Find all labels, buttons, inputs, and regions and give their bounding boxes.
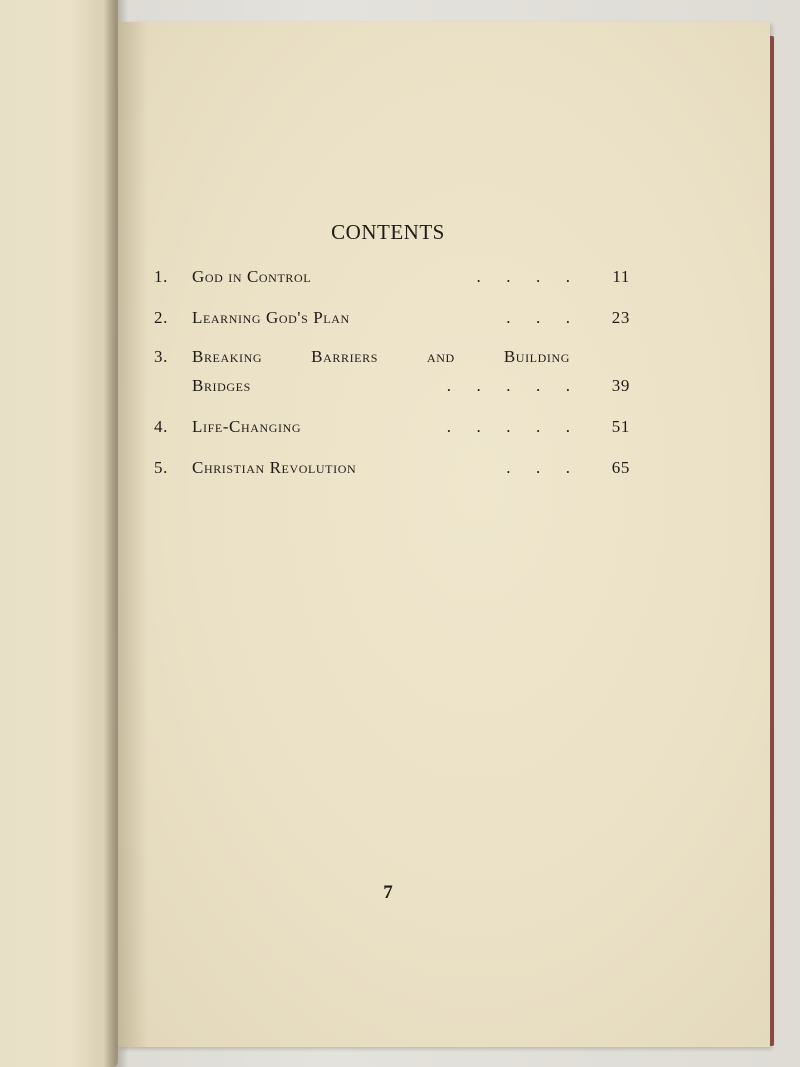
- right-page: [118, 22, 770, 1047]
- toc-entry-3: [154, 342, 630, 400]
- chapter-title-line: Learning God's Plan: [192, 308, 350, 327]
- leader-dots: . . .: [506, 308, 570, 327]
- page-number: 23: [611, 308, 630, 327]
- page-number: 11: [612, 267, 630, 286]
- toc-entry-2: [154, 303, 630, 332]
- chapter-title-line: Bridges: [192, 376, 251, 395]
- leader-dots: . . .: [506, 458, 570, 477]
- chapter-title-line: Breaking Barriers and Building: [192, 347, 570, 366]
- chapter-number: 2.: [154, 308, 168, 327]
- table-of-contents: [154, 262, 630, 482]
- leader-dots: . . . . .: [446, 417, 570, 436]
- toc-entry-1: [154, 262, 630, 291]
- chapter-title-line: Life-Changing: [192, 417, 302, 436]
- chapter-title-line: God in Control: [192, 267, 312, 286]
- chapter-title-line: Christian Revolution: [192, 458, 357, 477]
- folio-page-number: 7: [383, 882, 393, 903]
- contents-heading: CONTENTS: [331, 220, 445, 244]
- chapter-number: 1.: [154, 267, 168, 286]
- leader-dots: . . . .: [476, 267, 570, 286]
- toc-entry-5: [154, 453, 630, 482]
- chapter-number: 4.: [154, 417, 168, 436]
- toc-entry-4: [154, 412, 630, 441]
- page-number: 65: [611, 458, 630, 477]
- leader-dots: . . . . .: [446, 376, 570, 395]
- page-number: 39: [611, 376, 630, 395]
- page-number: 51: [611, 417, 630, 436]
- left-page: [0, 0, 118, 1067]
- chapter-number: 3.: [154, 347, 168, 366]
- chapter-number: 5.: [154, 458, 168, 477]
